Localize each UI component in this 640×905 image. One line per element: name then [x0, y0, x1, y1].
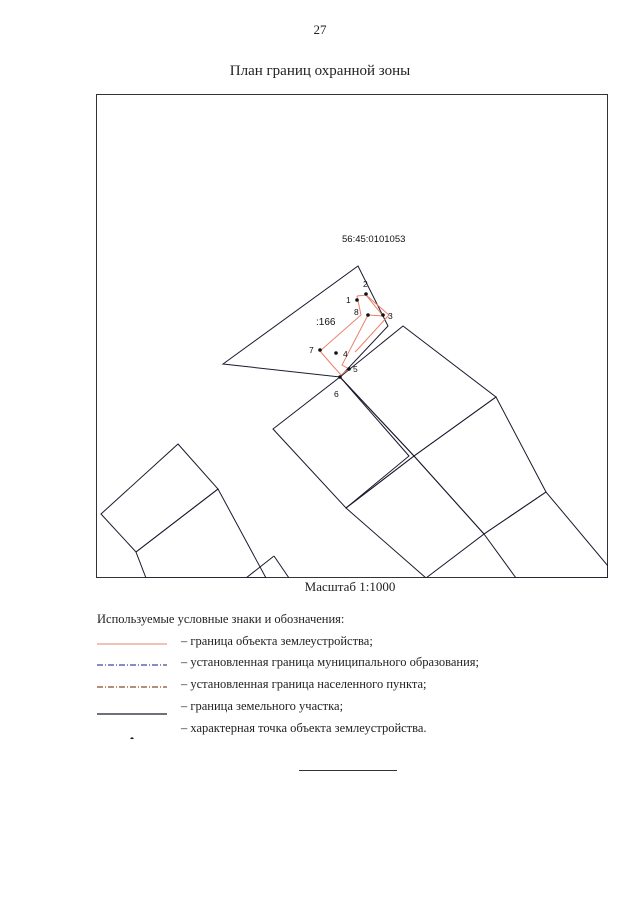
cadastral-quarter-label: 56:45:0101053 — [342, 234, 406, 245]
point-label-7: 7 — [309, 345, 314, 355]
point-5 — [347, 367, 351, 371]
legend-text: – граница земельного участка; — [181, 699, 344, 713]
point-label-5: 5 — [353, 364, 358, 374]
page-title: План границ охранной зоны — [229, 63, 411, 79]
point-2 — [364, 292, 368, 296]
legend-item-object-boundary — [97, 632, 597, 652]
legend-text: – характерная точка объекта землеустройства. — [181, 721, 427, 735]
legend-symbol-blue-dash-dot — [97, 653, 167, 673]
point-4 — [334, 351, 338, 355]
parcel-label: :166 — [316, 317, 336, 328]
point-label-8: 8 — [354, 307, 359, 317]
legend-symbol-red-line — [97, 632, 167, 652]
legend-symbol-point — [97, 719, 167, 739]
point-label-2: 2 — [363, 279, 368, 289]
point-label-4: 4 — [343, 349, 348, 359]
legend-item-parcel-boundary — [97, 697, 597, 717]
point-3 — [381, 313, 385, 317]
legend-text: – установленная граница населенного пункта; — [181, 677, 427, 691]
legend-item-settlement-boundary — [97, 675, 597, 695]
point-label-6: 6 — [334, 389, 339, 399]
legend-item-characteristic-point — [97, 719, 597, 739]
legend-text: – установленная граница муниципального образования; — [181, 655, 480, 669]
scale-label: Масштаб 1:1000 — [304, 579, 396, 594]
point-label-1: 1 — [346, 295, 351, 305]
signature-line — [299, 770, 397, 771]
point-label-3: 3 — [388, 311, 393, 321]
boundary-plan-map — [96, 94, 608, 578]
legend-title: Используемые условные знаки и обозначения: — [97, 612, 345, 626]
point-7 — [318, 348, 322, 352]
point-8 — [366, 313, 370, 317]
page-number: 27 — [313, 22, 327, 37]
legend-text: – граница объекта землеустройства; — [181, 634, 373, 648]
point-1 — [355, 298, 359, 302]
map-border — [97, 95, 608, 578]
legend-item-municipal-boundary — [97, 653, 597, 673]
map-frame — [96, 94, 608, 578]
legend-symbol-dark-line — [97, 697, 167, 717]
legend-symbol-brown-dash-dot — [97, 675, 167, 695]
point-6 — [338, 375, 342, 379]
